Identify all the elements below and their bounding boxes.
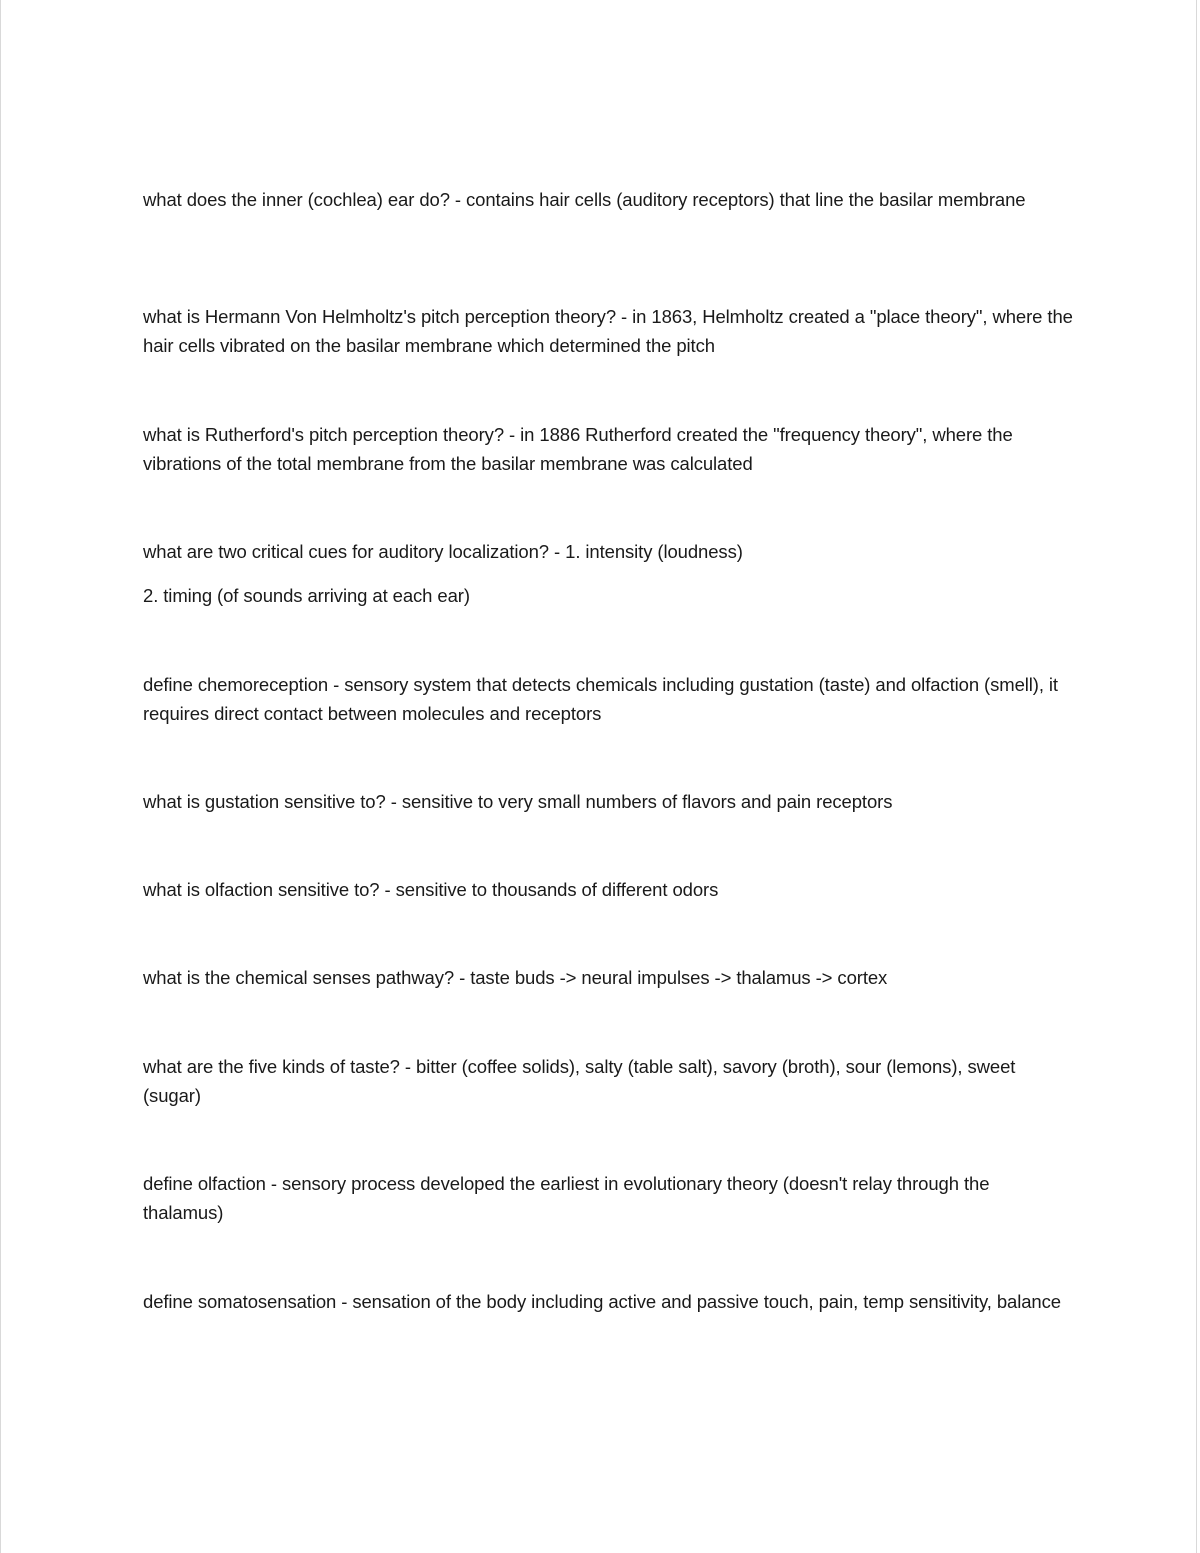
note-entry-inner-ear	[143, 185, 1073, 214]
entry-text: what is olfaction sensitive to? - sensitive to thousands of different odors	[143, 879, 719, 900]
note-entry-olfaction	[143, 1169, 1073, 1227]
entry-text: what are the five kinds of taste? - bitter (coffee solids), salty (table salt), savory (broth), sour (lemons), sweet (sugar)	[143, 1056, 1016, 1106]
note-entry-five-tastes	[143, 1052, 1073, 1110]
note-entry-olfaction-sensitivity	[143, 875, 1073, 904]
note-entry-helmholtz-theory	[143, 302, 1073, 360]
entry-text: what is Rutherford's pitch perception theory? - in 1886 Rutherford created the "frequency theory", where the vibrations of the total membrane from the basilar membrane was calculated	[143, 424, 1013, 474]
note-entry-gustation	[143, 787, 1073, 816]
entry-text: define chemoreception - sensory system that detects chemicals including gustation (taste) and olfaction (smell), it requires direct contact between molecules and receptors	[143, 674, 1058, 724]
note-entry-rutherford-theory	[143, 420, 1073, 478]
note-entry-somatosensation	[143, 1287, 1073, 1316]
entry-text: what is gustation sensitive to? - sensitive to very small numbers of flavors and pain receptors	[143, 791, 893, 812]
entry-text: what does the inner (cochlea) ear do? - contains hair cells (auditory receptors) that line the basilar membrane	[143, 189, 1026, 210]
entry-text: what is Hermann Von Helmholtz's pitch perception theory? - in 1863, Helmholtz created a "place theory", where the hair cells vibrated on the basilar membrane which determined the pitch	[143, 306, 1073, 356]
note-entry-auditory-localization	[143, 537, 1073, 610]
note-entry-chemical-pathway	[143, 963, 1073, 992]
entry-text: what are two critical cues for auditory localization? - 1. intensity (loudness)	[143, 541, 743, 562]
entry-text-continued: 2. timing (of sounds arriving at each ear)	[143, 585, 470, 606]
entry-text: what is the chemical senses pathway? - taste buds -> neural impulses -> thalamus -> cortex	[143, 967, 888, 988]
entry-text: define olfaction - sensory process developed the earliest in evolutionary theory (doesn't relay through the thalamus)	[143, 1173, 990, 1223]
note-entry-chemoreception	[143, 670, 1073, 728]
entry-text: define somatosensation - sensation of the body including active and passive touch, pain, temp sensitivity, balance	[143, 1291, 1061, 1312]
